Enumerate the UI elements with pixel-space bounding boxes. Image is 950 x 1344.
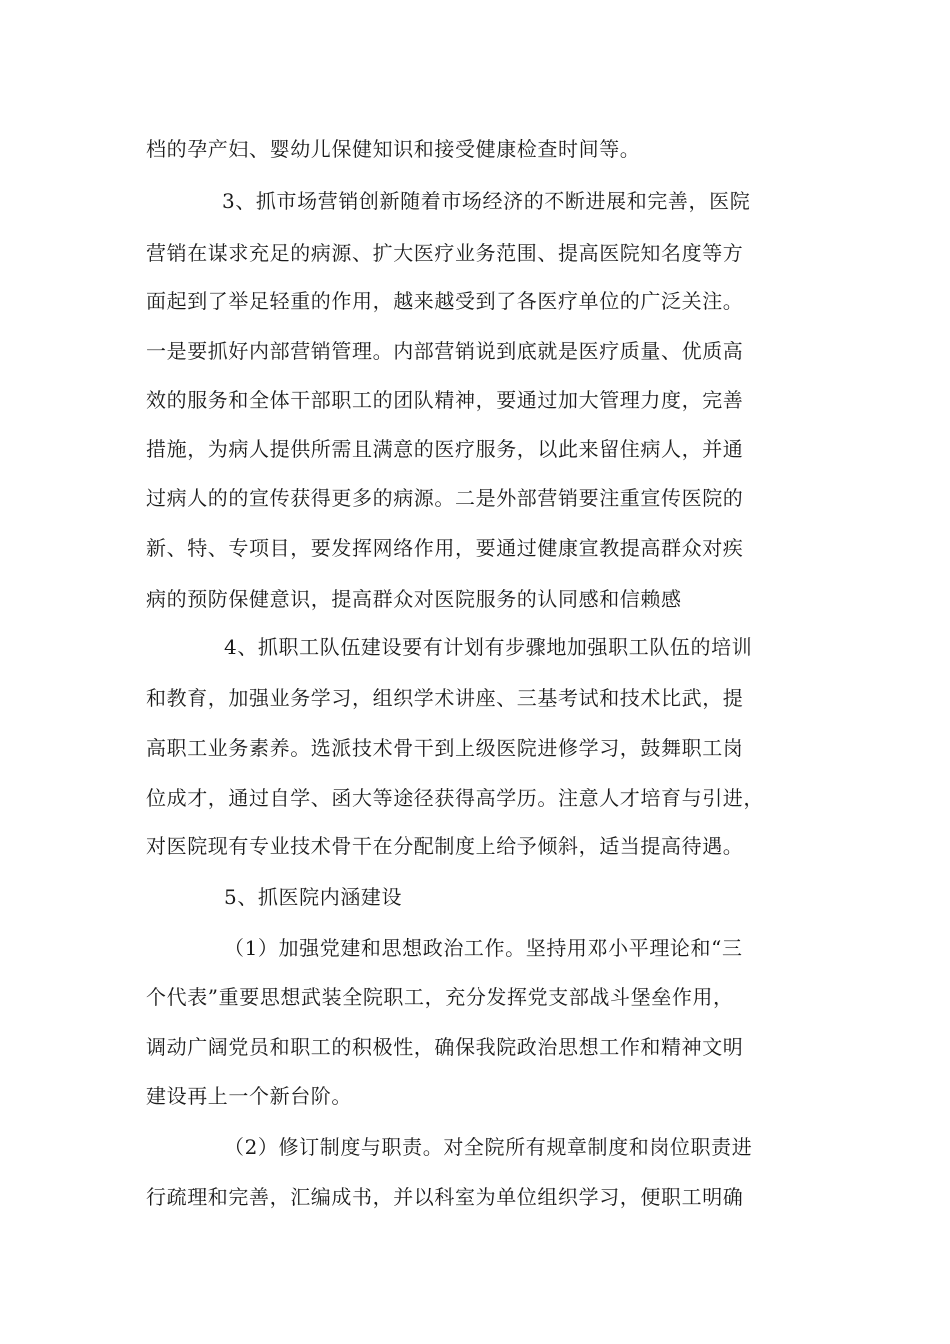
paragraph-line: 过病人的的宣传获得更多的病源。二是外部营销要注重宣传医院的 <box>146 486 744 510</box>
paragraph-line: 病的预防保健意识，提高群众对医院服务的认同感和信赖感 <box>146 587 682 611</box>
paragraph-line: 档的孕产妇、婴幼儿保健知识和接受健康检查时间等。 <box>146 137 641 161</box>
section-heading: 5、抓医院内涵建设 <box>224 885 403 909</box>
paragraph-line: 3、抓市场营销创新随着市场经济的不断进展和完善，医院 <box>222 189 751 213</box>
paragraph-line: 行疏理和完善，汇编成书，并以科室为单位组织学习，便职工明确 <box>146 1185 744 1209</box>
paragraph-line: 营销在谋求充足的病源、扩大医疗业务范围、提高医院知名度等方 <box>146 241 744 265</box>
paragraph-line: 效的服务和全体干部职工的团队精神，要通过加大管理力度，完善 <box>146 388 744 412</box>
paragraph-line: 措施，为病人提供所需且满意的医疗服务，以此来留住病人，并通 <box>146 437 744 461</box>
paragraph-line: 一是要抓好内部营销管理。内部营销说到底就是医疗质量、优质高 <box>146 339 744 363</box>
paragraph-line: 新、特、专项目，要发挥网络作用，要通过健康宣教提高群众对疾 <box>146 536 744 560</box>
paragraph-line: 位成才，通过自学、函大等途径获得高学历。注意人才培育与引进， <box>146 786 764 810</box>
paragraph-line: 4、抓职工队伍建设要有计划有步骤地加强职工队伍的培训 <box>224 635 753 659</box>
paragraph-line: 面起到了举足轻重的作用，越来越受到了各医疗单位的广泛关注。 <box>146 289 744 313</box>
paragraph-line: 和教育，加强业务学习，组织学术讲座、三基考试和技术比武，提 <box>146 686 744 710</box>
paragraph-line: （2）修订制度与职责。对全院所有规章制度和岗位职责进 <box>224 1135 753 1159</box>
paragraph-line: 高职工业务素养。选派技术骨干到上级医院进修学习，鼓舞职工岗 <box>146 736 744 760</box>
paragraph-line: 对医院现有专业技术骨干在分配制度上给予倾斜，适当提高待遇。 <box>146 834 744 858</box>
paragraph-line: （1）加强党建和思想政治工作。坚持用邓小平理论和“三 <box>224 936 743 960</box>
paragraph-line: 建设再上一个新台阶。 <box>146 1084 352 1108</box>
paragraph-line: 调动广阔党员和职工的积极性，确保我院政治思想工作和精神文明 <box>146 1035 744 1059</box>
paragraph-line: 个代表”重要思想武装全院职工，充分发挥党支部战斗堡垒作用， <box>146 985 734 1009</box>
